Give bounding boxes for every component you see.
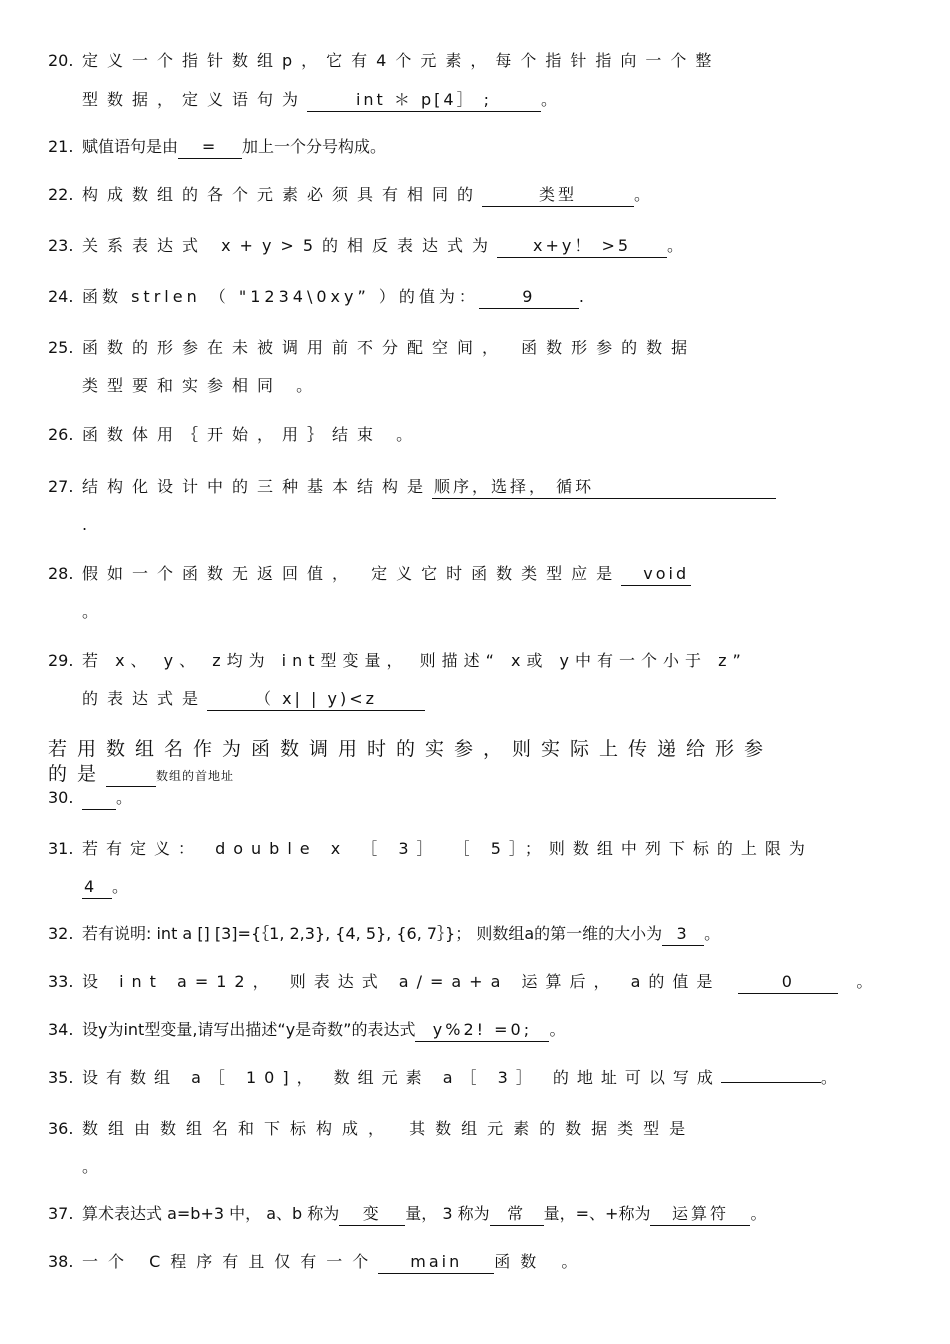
question-end: 。: [667, 236, 684, 255]
question-30-line2: [48, 762, 234, 788]
question-26: [48, 424, 908, 446]
question-text: 数组由数组名和下标构成， 其数组元素的数据类型是: [82, 1119, 696, 1138]
question-25-line2: [82, 375, 321, 397]
answer-blank: main: [378, 1251, 494, 1274]
question-22: [48, 184, 908, 207]
question-text: 设有数组 a［ 10]， 数组元素 a［ 3］ 的地址可以写成: [82, 1068, 721, 1087]
question-number: 29.: [48, 651, 74, 670]
answer-blank: [82, 787, 116, 810]
question-end: .: [82, 515, 88, 534]
question-23: [48, 235, 908, 258]
question-end: 函数 。: [494, 1252, 588, 1271]
question-24: [48, 286, 908, 309]
answer-blank: =: [178, 136, 242, 159]
question-20-line2: [82, 89, 557, 112]
question-end: .: [578, 287, 584, 306]
answer-blank: 4: [82, 876, 112, 899]
answer-text: 数组的首地址: [156, 769, 235, 783]
question-text: 构成数组的各个元素必须具有相同的: [82, 185, 483, 204]
question-number: 25.: [48, 338, 74, 357]
question-number: 36.: [48, 1119, 74, 1138]
question-text: 量， 3 称为: [405, 1204, 490, 1223]
question-30: [48, 787, 908, 810]
question-number: 34.: [48, 1020, 74, 1039]
question-30-text: [48, 737, 773, 761]
question-36: [48, 1118, 908, 1140]
question-number: 37.: [48, 1204, 74, 1223]
question-number: 38.: [48, 1252, 74, 1271]
question-number: 23.: [48, 236, 74, 255]
answer-blank: （ x| | y)<z: [207, 688, 425, 711]
question-text: 函数体用｛开始，用｝结束 。: [82, 425, 422, 444]
question-end: 。: [704, 924, 721, 943]
answer-blank-left: [106, 762, 156, 787]
question-text: 函数 strlen （ "1234\0xy” ）的值为：: [82, 287, 479, 306]
question-text: 量，=、+称为: [543, 1204, 651, 1223]
question-number: 28.: [48, 564, 74, 583]
question-end: 。: [82, 1157, 99, 1176]
question-31: [48, 838, 908, 860]
question-25: [48, 337, 908, 359]
answer-blank-b: 常: [490, 1203, 544, 1226]
question-29: [48, 650, 908, 672]
question-text: 一个 C程序有且仅有一个: [82, 1252, 379, 1271]
question-text: 设y为int型变量,请写出描述“y是奇数”的表达式: [82, 1020, 416, 1039]
question-text: 若有定义： double x ［ 3］ ［ 5］；则数组中列下标的上限为: [82, 839, 813, 858]
question-number: 26.: [48, 425, 74, 444]
question-38: [48, 1251, 908, 1274]
question-number: 20.: [48, 51, 74, 70]
answer-blank: y%2! =0;: [415, 1019, 549, 1042]
question-text: 的是: [48, 763, 107, 785]
question-number: 32.: [48, 924, 74, 943]
question-20: [48, 50, 908, 72]
question-end: 。: [856, 972, 873, 991]
question-text: 型数据，定义语句为: [82, 90, 308, 109]
question-number: 22.: [48, 185, 74, 204]
question-text: 若用数组名作为函数调用时的实参，则实际上传递给形参: [48, 738, 774, 760]
question-text: 若有说明: int a [] [3]={｛1, 2,3}, {4, 5}, {6, 7｝}； 则数组a的第一维的大小为: [82, 924, 663, 943]
question-number: 30.: [48, 788, 74, 807]
question-text: 函数的形参在未被调用前不分配空间， 函数形参的数据: [82, 338, 697, 357]
question-37: [48, 1203, 908, 1226]
question-text: 假如一个函数无返回值， 定义它时函数类型应是: [82, 564, 622, 583]
question-34: [48, 1019, 908, 1042]
question-text: 结构化设计中的三种基本结构是: [82, 477, 433, 496]
question-number: 33.: [48, 972, 74, 991]
question-text: 的表达式是: [82, 689, 208, 708]
question-29-line2: [82, 688, 425, 711]
question-text: 定义一个指针数组p，它有4个元素，每个指针指向一个整: [82, 51, 721, 70]
answer-blank: x+y！ >5: [497, 235, 667, 258]
answer-blank: void: [621, 563, 691, 586]
question-text: 算术表达式 a=b+3 中， a、b 称为: [82, 1204, 340, 1223]
question-text: 赋值语句是由: [82, 137, 179, 156]
question-text: 关系表达式 x+y>5的相反表达式为: [82, 236, 498, 255]
question-text: 设 int a=12， 则表达式 a/=a+a 运算后， a的值是: [82, 972, 721, 991]
question-28: [48, 563, 908, 586]
question-35: [48, 1067, 908, 1089]
question-end: 。: [116, 788, 133, 807]
question-end: 。: [750, 1204, 767, 1223]
answer-blank: 顺序，选择， 循环: [432, 476, 776, 499]
question-number: 21.: [48, 137, 74, 156]
question-end: 。: [112, 877, 129, 896]
question-number: 24.: [48, 287, 74, 306]
question-end: 。: [820, 1068, 837, 1087]
answer-blank: 类型: [482, 184, 634, 207]
question-31-line2: [82, 876, 128, 899]
question-end: 。: [549, 1020, 566, 1039]
question-number: 31.: [48, 839, 74, 858]
question-33: [48, 971, 908, 994]
answer-blank: 9: [479, 286, 579, 309]
question-27-line2: [82, 514, 87, 536]
question-number: 35.: [48, 1068, 74, 1087]
answer-blank: int ＊ p[4］ ;: [307, 89, 541, 112]
question-end: 。: [541, 90, 558, 109]
question-end: 加上一个分号构成。: [242, 137, 387, 156]
question-end: 。: [634, 185, 651, 204]
question-text: 若 x、 y、 z均为 int型变量， 则描述“ x或 y中有一个小于 z”: [82, 651, 747, 670]
answer-blank: 3: [662, 923, 704, 946]
question-21: [48, 136, 908, 159]
answer-blank: [721, 1082, 821, 1083]
question-text: 类型要和实参相同 。: [82, 376, 322, 395]
question-36-line2: [82, 1156, 98, 1178]
question-number: 27.: [48, 477, 74, 496]
answer-blank-a: 变: [339, 1203, 405, 1226]
question-27: [48, 476, 908, 499]
question-end: 。: [82, 602, 99, 621]
question-28-line2: [82, 601, 98, 623]
answer-blank: 0: [738, 971, 838, 994]
question-32: [48, 923, 908, 946]
answer-blank-c: 运算符: [650, 1203, 750, 1226]
